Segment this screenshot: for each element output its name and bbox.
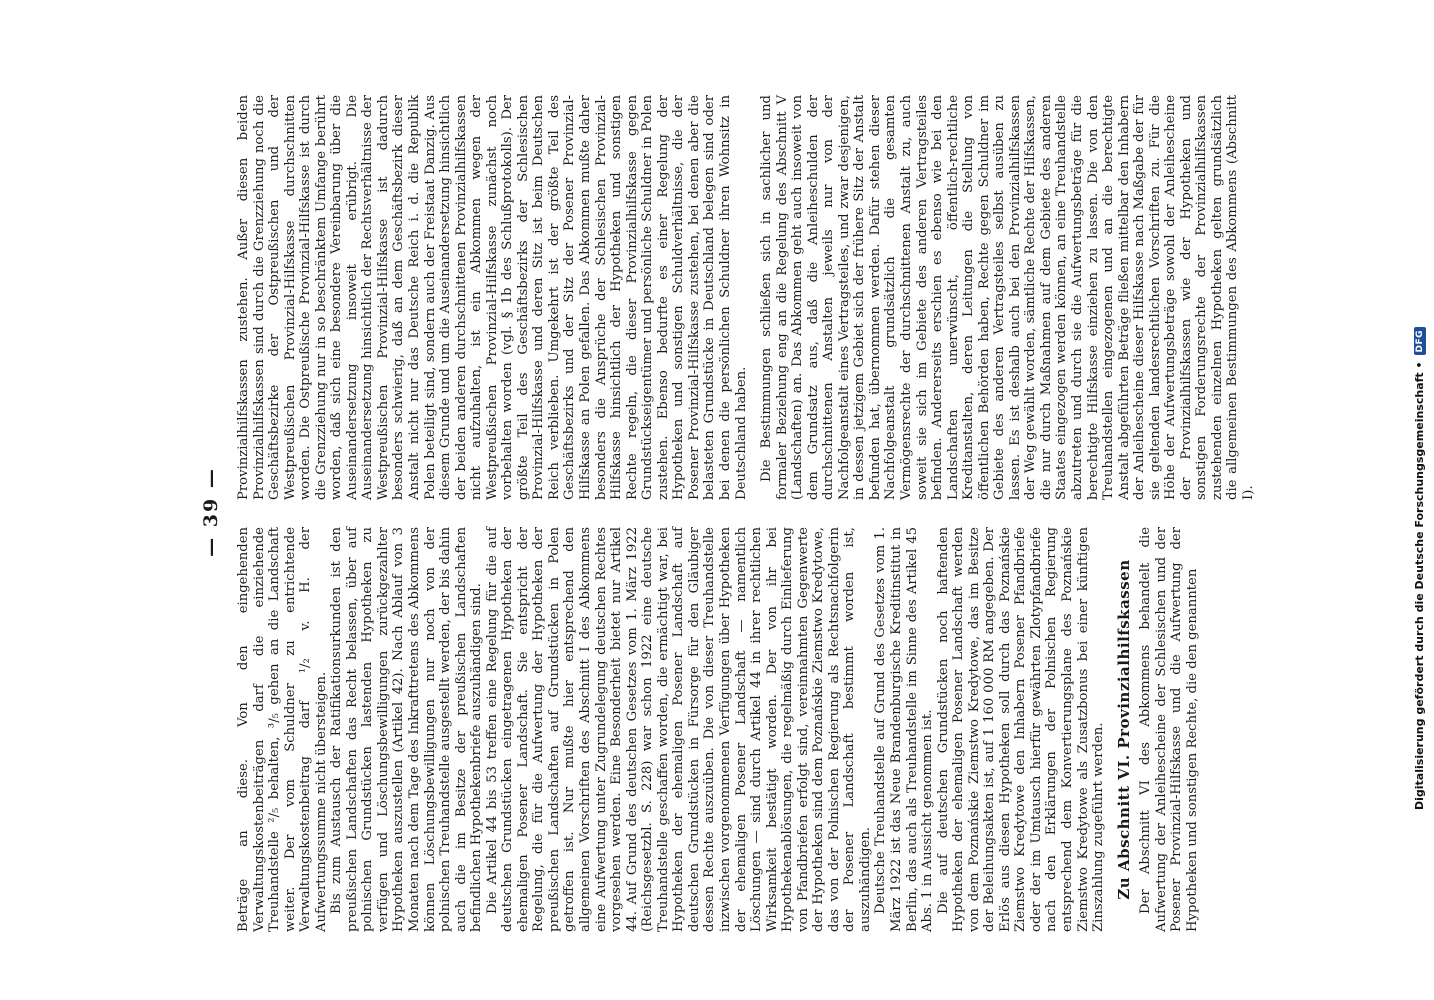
paragraph-spacer xyxy=(749,95,759,500)
paragraph: Der Abschnitt VI des Abkommens behandelt die Aufwertung der Anleihescheine der Schlesischen und der Posener Provinzial-Hilfskasse und die Aufwertung der Hypotheken und sonstigen Rechte, die den genannten xyxy=(1138,527,1200,932)
digitization-credit-strip xyxy=(1410,0,1432,1000)
section-heading: Zu Abschnitt VI. Provinzialhilfskassen xyxy=(1114,559,1133,900)
paragraph: Beträge an diese. Von den eingehenden Verwaltungskostenbeiträgen darf die einziehende Treuhandstelle ²/₅ behalten, ³/₅ gehen an die Landschaft weiter. Der vom Schuldner zu entrichtende Verwaltungskostenbeitrag darf ¹/₂ v. H. der Aufwertungssumme nicht übersteigen. xyxy=(236,527,329,932)
paragraph: Die Artikel 44 bis 53 treffen eine Regelung für die auf deutschen Grundstücken eingetragenen Hypotheken der ehemaligen Posener Landschaft. Sie entspricht der Regelung, die für die Aufwertung der Hypotheken der preußischen Landschaften auf Grundstücken in Polen getroffen ist. Nur mußte hier entsprechend den allgemeinen Vorschriften des Abschnitt I des Abkommens eine Aufwertung unter Zugrundelegung deutschen Rechtes vorgesehen werden. Eine Besonderheit bietet nur Artikel 44. Auf Grund des deutschen Gesetzes vom 1. März 1922 (Reichsgesetzbl. S. 228) war schon 1922 eine deutsche Treuhandstelle geschaffen worden, die ermächtigt war, bei Hypotheken der ehemaligen Posener Landschaft auf deutschen Grundstücken in Fürsorge für den Gläubiger dessen Rechte auszuüben. Die von dieser Treuhandstelle inzwischen vorgenommenen Verfügungen über Hypotheken der ehemaligen Posener Landschaft — namentlich Löschungen — sind durch Artikel 44 in ihrer rechtlichen Wirksamkeit bestätigt worden. Der von ihr bei Hypothekenablösungen, die regelmäßig durch Einlieferung von Pfandbriefen erfolgt sind, vereinnahmten Gegenwerte der Hypotheken sind dem Poznańskie Ziemstwo Kredytowe, das von der Polnischen Regierung als Rechtsnachfolgerin der Posener Landschaft bestimmt worden ist, auszuhändigen. xyxy=(484,527,873,932)
left-text-column xyxy=(236,527,1200,932)
paragraph: Deutsche Treuhandstelle auf Grund des Gesetzes vom 1. März 1922 ist das Neue Brandenburgische Kreditinstitut in Berlin, das auch als Treuhandstelle im Sinne des Artikel 45 Abs. 1 in Aussicht genommen ist. xyxy=(873,527,936,932)
paragraph: Bis zum Austausch der Ratifikationsurkunden ist den preußischen Landschaften das Recht belassen, über auf polnischen Grundstücken lastenden Hypotheken zu verfügen und Löschungsbewilligungen zurückgezahlter Hypotheken auszustellen (Artikel 42). Nach Ablauf von 3 Monaten nach dem Tage des Inkrafttretens des Abkommens können Löschungsbewilligungen nur noch von der polnischen Treuhandstelle ausgestellt werden, der bis dahin auch die im Besitze der preußischen Landschaften befindlichen Hypothekenbriefe auszuhändigen sind. xyxy=(329,527,485,932)
rotated-page-content xyxy=(200,92,1260,932)
paragraph: Die Bestimmungen schließen sich in sachlicher und formaler Beziehung eng an die Regelung des Abschnitt V (Landschaften) an. Das Abkommen geht auch insoweit von dem Grundsatz aus, daß die Anleiheschulden der durchschnittenen Anstalten jeweils nur von der Nachfolgeanstalt eines Vertragsteiles, und zwar desjenigen, in dessen jetzigem Gebiet sich der frühere Sitz der Anstalt befunden hat, übernommen werden. Dafür stehen dieser Nachfolgeanstalt grundsätzlich die gesamten Vermögensrechte der durchschnittenen Anstalt zu, auch soweit sie sich im Gebiete des anderen Vertragsteiles befinden. Andererseits erschien es ebenso wie bei den Landschaften unerwünscht, öffentlich-rechtliche Kreditanstalten, deren Leitungen die Stellung von öffentlichen Behörden haben, Rechte gegen Schuldner im Gebiete des anderen Vertragsteiles selbst ausüben zu lassen. Es ist deshalb auch bei den Provinzialhilfskassen der Weg gewählt worden, sämtliche Rechte der Hilfskassen, die nur durch Maßnahmen auf dem Gebiete des anderen Staates eingezogen werden können, an eine Treuhandstelle abzutreten und durch sie die Aufwertungsbeträge für die berechtigte Hilfskasse einziehen zu lassen. Die von den Treuhandstellen eingezogenen und an die berechtigte Anstalt abgeführten Beträge fließen mittelbar den Inhabern der Anleihescheine dieser Hilfskasse nach Maßgabe der für sie geltenden landesrechtlichen Vorschriften zu. Für die Höhe der Aufwertungsbeträge sowohl der Anleihescheine der Provinzialhilfskassen wie der Hypotheken und sonstigen Forderungsrechte der Provinzialhilfskassen zustehenden einzelnen Hypotheken gelten grundsätzlich die allgemeinen Bestimmungen des Abkommens (Abschnitt I). xyxy=(759,95,1256,500)
paragraph: Provinzialhilfskassen zustehen. Außer diesen beiden Provinzialhilfskassen sind durch die Grenzziehung noch die Geschäftsbezirke der Ostpreußischen und der Westpreußischen Provinzial-Hilfskasse durchschnitten worden. Die Ostpreußische Provinzial-Hilfskasse ist durch die Grenzziehung nur in so beschränktem Umfange berührt worden, daß sich eine besondere Vereinbarung über die Auseinandersetzung insoweit erübrigt. Die Auseinandersetzung hinsichtlich der Rechtsverhältnisse der Westpreußischen Provinzial-Hilfskasse ist dadurch besonders schwierig, daß an dem Geschäftsbezirk dieser Anstalt nicht nur das Deutsche Reich i. d. die Republik Polen beteiligt sind, sondern auch der Freistaat Danzig. Aus diesem Grunde und um die Auseinandersetzung hinsichtlich der beiden anderen durchschnittenen Provinzialhilfskassen nicht aufzuhalten, ist ein Abkommen wegen der Westpreußischen Provinzial-Hilfskasse zunächst noch vorbehalten worden (vgl. § 1b des Schlußprotokolls). Der größte Teil des Geschäftsbezirks der Schlesischen Provinzial-Hilfskasse und deren Sitz ist beim Deutschen Reich verblieben. Umgekehrt ist der größte Teil des Geschäftsbezirks und der Sitz der Posener Provinzial-Hilfskasse an Polen gefallen. Das Abkommen mußte daher besonders die Ansprüche der Schlesischen Provinzial-Hilfskasse hinsichtlich der Hypotheken und sonstigen Rechte regeln, die dieser Provinzialhilfskasse gegen Grundstückseigentümer und persönliche Schuldner in Polen zustehen. Ebenso bedurfte es einer Regelung der Hypotheken und sonstigen Schuldverhältnisse, die der Posener Provinzial-Hilfskasse zustehen, bei denen aber die belasteten Grundstücke in Deutschland belegen sind oder bei denen die persönlichen Schuldner ihren Wohnsitz in Deutschland haben. xyxy=(236,95,749,500)
credit-text: Digitalisierung gefördert durch die Deutsche Forschungsgemeinschaft • xyxy=(1413,361,1426,810)
paragraph: Die auf deutschen Grundstücken noch haftenden Hypotheken der ehemaligen Posener Landschaft werden von dem Poznańskie Ziemstwo Kredytowe, das im Besitze der Beleihungsakten ist, auf 1 160 000 RM angegeben. Der Erlös aus diesen Hypotheken soll durch das Poznańskie Ziemstwo Kredytowe den Inhabern Posener Pfandbriefe oder der im Umtausch hierfür gewährten Zlotypfandbriefe nach den Erklärungen der Polnischen Regierung entsprechend dem Konvertierungsplane des Poznańskie Ziemstwo Kredytowe als Zusatzbonus bei einer künftigen Zinszahlung zugeführt werden. xyxy=(935,527,1107,932)
credit-line xyxy=(1413,327,1426,810)
right-text-column xyxy=(236,95,1257,500)
dfg-logo: DFG xyxy=(1414,327,1426,356)
page-number: — 39 — xyxy=(200,467,222,557)
